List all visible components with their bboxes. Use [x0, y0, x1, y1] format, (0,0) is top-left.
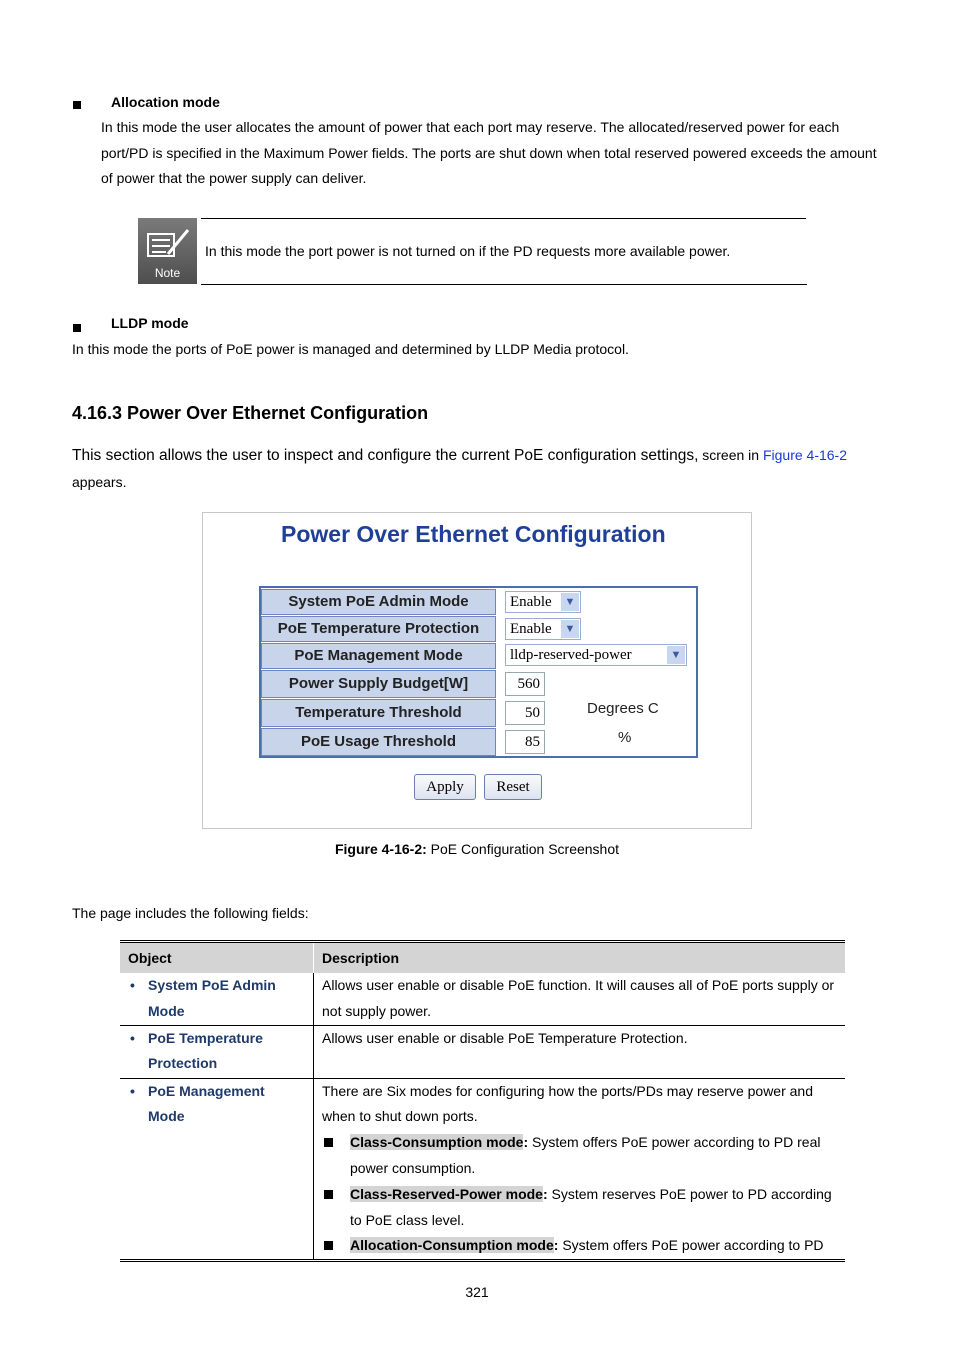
management-mode-value: lldp-reserved-power: [510, 647, 632, 663]
intro-main: This section allows the user to inspect and configure the current PoE configuration settings,: [72, 447, 699, 464]
object-cell: • PoE Management Mode: [120, 1078, 314, 1261]
row-label-power-budget: Power Supply Budget[W]: [261, 670, 496, 698]
usage-threshold-input[interactable]: 85: [505, 730, 545, 754]
intro-paragraph: [72, 442, 892, 496]
object-name: PoE Management Mode: [148, 1082, 265, 1125]
figure-link[interactable]: Figure 4-16-2: [762, 447, 848, 463]
list-item: [322, 1182, 837, 1234]
description-cell: Allows user enable or disable PoE Temperature Protection.: [314, 1025, 846, 1078]
fields-table: [120, 940, 845, 1262]
temp-threshold-unit: Degrees C: [587, 700, 659, 717]
term-colon: :: [542, 1185, 548, 1202]
poe-config-table: [259, 586, 698, 758]
header-description: Description: [314, 942, 846, 974]
table-header-row: [120, 942, 845, 974]
chevron-down-icon: ▼: [667, 646, 685, 664]
term-text: System offers PoE power according to PD: [558, 1237, 824, 1254]
note-rule-bottom: [201, 284, 807, 285]
caption-text: PoE Configuration Screenshot: [426, 841, 620, 857]
apply-button[interactable]: Apply: [414, 774, 476, 800]
management-mode-select[interactable]: [505, 644, 687, 666]
lldp-mode-body: In this mode the ports of PoE power is managed and determined by LLDP Media protocol.: [72, 341, 629, 357]
header-object: Object: [120, 942, 314, 974]
table-row: [120, 1078, 845, 1261]
term-colon: :: [523, 1134, 529, 1151]
object-cell: • PoE Temperature Protection: [120, 1025, 314, 1078]
term: Class-Consumption mode: [350, 1134, 524, 1151]
temp-protection-select[interactable]: [505, 618, 581, 640]
chevron-down-icon: ▼: [561, 593, 579, 611]
lldp-mode-title: LLDP mode: [111, 315, 189, 331]
allocation-mode-body: In this mode the user allocates the amount of power that each port may reserve. The allocated/reserved power for each port/PD is specified in the Maximum Power fields. The ports are shut down when total reserved powered exceeds the amount of power that the power supply can deliver.: [101, 119, 877, 186]
caption-label: Figure 4-16-2:: [334, 841, 427, 857]
intro-tail: appears.: [72, 474, 127, 490]
row-label-temp-protection: PoE Temperature Protection: [261, 616, 496, 642]
bullet-square: [73, 319, 81, 337]
note-icon-label: Note: [154, 266, 181, 280]
term-text: System reserves PoE power to PD according to PoE class level.: [350, 1185, 832, 1228]
figure-caption: [0, 841, 954, 857]
chevron-down-icon: ▼: [561, 620, 579, 638]
term: Class-Reserved-Power mode: [350, 1185, 543, 1202]
description-cell: Allows user enable or disable PoE function. It will causes all of PoE ports supply or not supply power.: [314, 973, 846, 1025]
note-text: In this mode the port power is not turned on if the PD requests more available power.: [205, 243, 731, 259]
section-heading: 4.16.3 Power Over Ethernet Configuration: [72, 403, 429, 423]
description-cell: [314, 1078, 846, 1261]
row-label-admin-mode: System PoE Admin Mode: [261, 589, 496, 615]
description-text: There are Six modes for configuring how the ports/PDs may reserve power and when to shut down ports.: [322, 1082, 814, 1125]
table-row: [120, 973, 845, 1025]
usage-threshold-unit: %: [618, 729, 632, 746]
note-icon: [138, 218, 197, 284]
term-colon: :: [553, 1237, 559, 1254]
row-label-usage-threshold: PoE Usage Threshold: [261, 728, 496, 756]
admin-mode-select[interactable]: [505, 591, 581, 613]
row-label-management-mode: PoE Management Mode: [261, 643, 496, 669]
object-name: PoE Temperature Protection: [148, 1029, 263, 1072]
list-item: [322, 1233, 837, 1259]
note-rule-top: [201, 218, 806, 219]
admin-mode-value: Enable: [510, 594, 552, 610]
screenshot-title: Power Over Ethernet Configuration: [281, 521, 666, 547]
intro-small: screen in: [698, 447, 763, 463]
row-label-temp-threshold: Temperature Threshold: [261, 699, 496, 727]
reset-button[interactable]: Reset: [484, 774, 542, 800]
page-number: 321: [465, 1284, 489, 1300]
fields-intro: The page includes the following fields:: [72, 905, 309, 921]
object-name: System PoE Admin Mode: [148, 977, 276, 1019]
temp-protection-value: Enable: [510, 621, 552, 637]
poe-config-screenshot: [202, 512, 752, 829]
table-row: [120, 1025, 845, 1078]
temp-threshold-input[interactable]: 50: [505, 701, 545, 725]
bullet-square: [73, 96, 81, 114]
power-budget-input[interactable]: 560: [505, 672, 545, 696]
allocation-mode-title: Allocation mode: [111, 94, 220, 110]
term: Allocation-Consumption mode: [350, 1237, 554, 1254]
object-cell: • System PoE Admin Mode: [120, 973, 314, 1025]
term-text: System offers PoE power according to PD real power consumption.: [350, 1134, 821, 1176]
list-item: [322, 1130, 837, 1182]
